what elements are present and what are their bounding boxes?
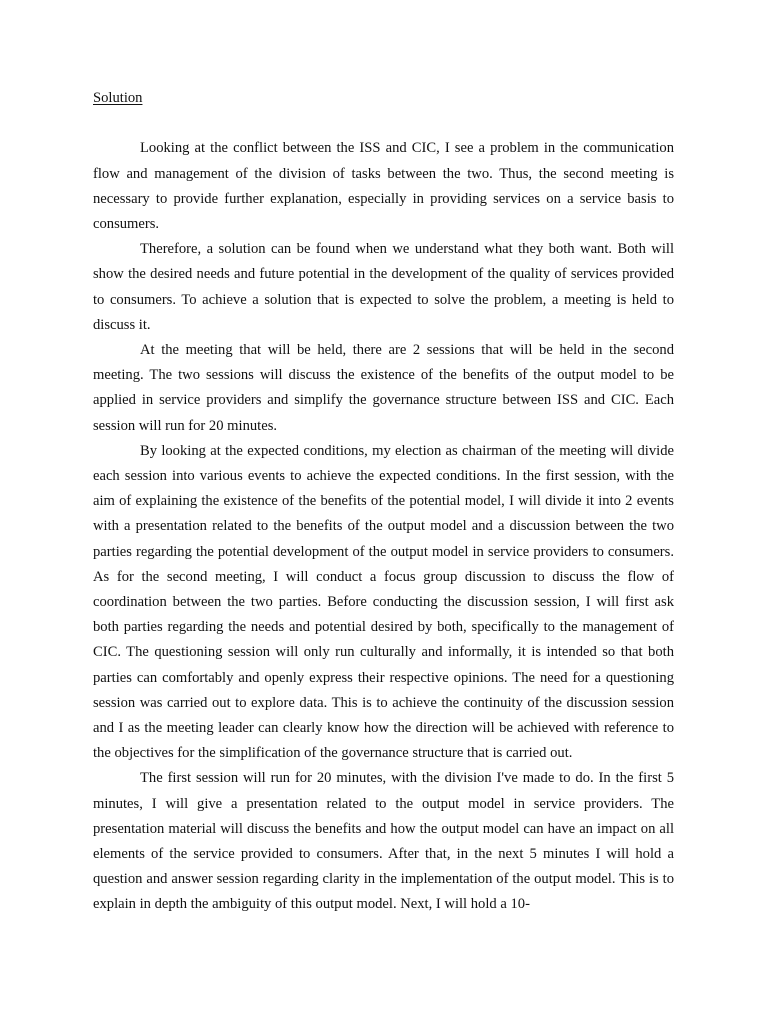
paragraph-1: Looking at the conflict between the ISS and CIC, I see a problem in the communication flow and management of the division of tasks between the two. Thus, the second meeting is necessary to provide further explanation, especially in providing services on a service basis to consumers. <box>93 140 674 232</box>
paragraph-5: The first session will run for 20 minutes, with the division I've made to do. In the first 5 minutes, I will give a presentation related to the output model in service providers. The presentation material will discuss the benefits and how the output model can have an impact on all elements of the service provided to consumers. After that, in the next 5 minutes I will hold a question and answer session regarding clarity in the implementation of the output model. This is to explain in depth the ambiguity of this output model. Next, I will hold a 10- <box>93 770 674 913</box>
section-heading: Solution <box>93 90 143 106</box>
paragraph-2: Therefore, a solution can be found when we understand what they both want. Both will show the desired needs and future potential in the development of the quality of services provided to consumers. To achieve a solution that is expected to solve the problem, a meeting is held to discuss it. <box>93 241 674 333</box>
document-body <box>93 86 674 918</box>
paragraph-3: At the meeting that will be held, there are 2 sessions that will be held in the second meeting. The two sessions will discuss the existence of the benefits of the output model to be applied in service providers and simplify the governance structure between ISS and CIC. Each session will run for 20 minutes. <box>93 342 674 434</box>
paragraph-4: By looking at the expected conditions, my election as chairman of the meeting will divide each session into various events to achieve the expected conditions. In the first session, with the aim of explaining the existence of the benefits of the potential model, I will divide it into 2 events with a presentation related to the benefits of the output model and a discussion between the two parties regarding the potential development of the output model in service providers to consumers. As for the second meeting, I will conduct a focus group discussion to discuss the flow of coordination between the two parties. Before conducting the discussion session, I will first ask both parties regarding the needs and potential desired by both, specifically to the management of CIC. The questioning session will only run culturally and informally, it is intended so that both parties can comfortably and openly express their respective opinions. The need for a questioning session was carried out to explore data. This is to achieve the continuity of the discussion session and I as the meeting leader can clearly know how the direction will be achieved with reference to the objectives for the simplification of the governance structure that is carried out. <box>93 442 674 762</box>
